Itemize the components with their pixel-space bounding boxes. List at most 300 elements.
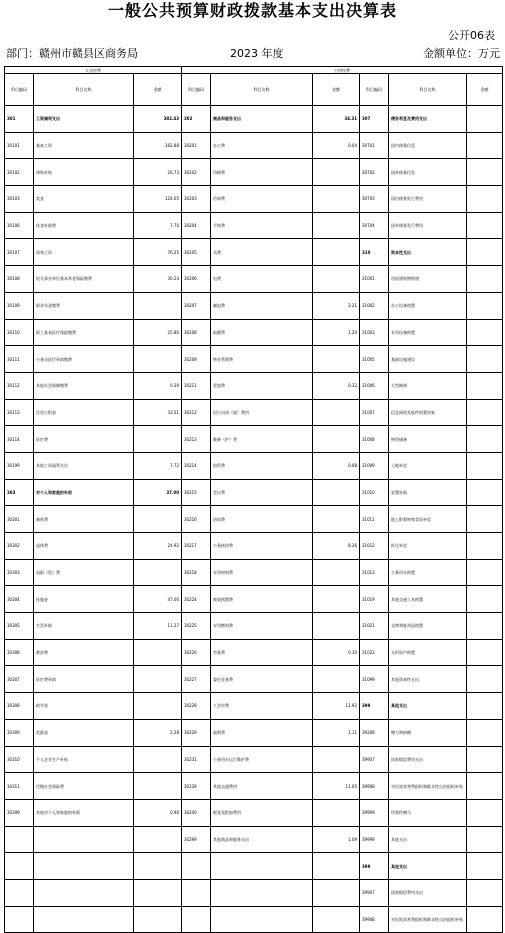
- code-cell: 30111: [5, 346, 34, 373]
- name-cell: 维修（护）费: [211, 426, 313, 453]
- code-cell: [5, 853, 34, 880]
- name-cell: 其他社会保障缴费: [34, 372, 134, 399]
- amount-cell: [313, 559, 360, 586]
- code-cell: 30303: [5, 559, 34, 586]
- amount-cell: 33.51: [134, 399, 182, 426]
- name-cell: 会议费: [211, 479, 313, 506]
- code-cell: 30307: [5, 666, 34, 693]
- table-row: [5, 666, 503, 693]
- name-cell: 安置补助: [389, 479, 467, 506]
- amount-cell: [134, 292, 182, 319]
- name-cell: 印刷费: [211, 159, 313, 186]
- amount-cell: [467, 773, 503, 800]
- amount-cell: [467, 212, 503, 239]
- code-cell: 30299: [182, 826, 211, 853]
- name-cell: 基础设施建设: [389, 346, 467, 373]
- name-cell: [34, 826, 134, 853]
- amount-cell: [467, 586, 503, 613]
- department-label: 部门：赣州市赣县区商务局: [6, 47, 138, 60]
- code-cell: 310: [360, 239, 389, 266]
- table-row: [5, 479, 503, 506]
- code-cell: 30305: [5, 613, 34, 640]
- code-cell: 30213: [182, 426, 211, 453]
- name-cell: 房屋建筑物购建: [389, 266, 467, 293]
- table-row: [5, 292, 503, 319]
- code-cell: 30227: [182, 666, 211, 693]
- code-cell: 30701: [360, 132, 389, 159]
- amount-cell: 0.39: [134, 372, 182, 399]
- code-cell: 30302: [5, 533, 34, 560]
- table-row: [5, 239, 503, 266]
- name-cell: 机关事业单位基本养老保险缴费: [34, 266, 134, 293]
- name-cell: 工会经费: [211, 693, 313, 720]
- form-tag: 公开06表: [448, 29, 495, 42]
- code-cell: 30113: [5, 399, 34, 426]
- table-row: [5, 879, 503, 906]
- table-row: [5, 853, 503, 880]
- code-cell: 31001: [360, 266, 389, 293]
- amount-cell: [313, 159, 360, 186]
- name-cell: 培训费: [211, 506, 313, 533]
- name-cell: 土地补偿: [389, 452, 467, 479]
- code-cell: 31002: [360, 292, 389, 319]
- amount-cell: [467, 506, 503, 533]
- amount-cell: [313, 853, 360, 880]
- table-row: [5, 693, 503, 720]
- amount-cell: [467, 292, 503, 319]
- code-cell: 30225: [182, 613, 211, 640]
- code-cell: 303: [5, 479, 34, 506]
- code-cell: 31021: [360, 613, 389, 640]
- name-cell: [34, 853, 134, 880]
- table-row: [5, 346, 503, 373]
- code-cell: 30311: [5, 773, 34, 800]
- name-cell: 退职（役）费: [34, 559, 134, 586]
- table-row: [5, 559, 503, 586]
- amount-cell: [313, 666, 360, 693]
- amount-cell: [134, 666, 182, 693]
- amount-cell: [467, 853, 503, 880]
- amount-cell: [467, 719, 503, 746]
- amount-cell: [467, 613, 503, 640]
- table-row: [5, 533, 503, 560]
- amount-cell: [313, 239, 360, 266]
- code-cell: 30231: [182, 746, 211, 773]
- amount-cell: [467, 266, 503, 293]
- amount-cell: [313, 346, 360, 373]
- code-cell: 31099: [360, 666, 389, 693]
- name-cell: 其他资本性支出: [389, 666, 467, 693]
- name-cell: 公务接待费: [211, 533, 313, 560]
- name-cell: 地上附着物和青苗补偿: [389, 506, 467, 533]
- name-cell: 电费: [211, 266, 313, 293]
- code-cell: 30201: [182, 132, 211, 159]
- name-cell: 无形资产购置: [389, 639, 467, 666]
- code-cell: 30103: [5, 186, 34, 213]
- code-cell: 30209: [182, 346, 211, 373]
- code-cell: [5, 906, 34, 933]
- amount-cell: [313, 906, 360, 933]
- name-cell: 国内债务付息: [389, 132, 467, 159]
- name-cell: 抚恤金: [34, 586, 134, 613]
- col-header: 科目名称: [34, 74, 134, 106]
- name-cell: 租赁费: [211, 452, 313, 479]
- name-cell: 奖金: [34, 186, 134, 213]
- amount-cell: [313, 613, 360, 640]
- table-row: [5, 266, 503, 293]
- page-title: 一般公共预算财政拨款基本支出决算表: [107, 1, 397, 20]
- table-row: [5, 586, 503, 613]
- amount-cell: [134, 559, 182, 586]
- amount-cell: [134, 853, 182, 880]
- name-cell: 因公出国（境）费用: [211, 399, 313, 426]
- table-row: [5, 773, 503, 800]
- group-header-public: 公用经费: [182, 67, 503, 74]
- table-row: [5, 106, 503, 133]
- amount-cell: [134, 639, 182, 666]
- amount-cell: 0.08: [313, 452, 360, 479]
- table-row: [5, 906, 503, 933]
- unit-label: 金额单位：万元: [423, 47, 500, 60]
- name-cell: 手续费: [211, 212, 313, 239]
- code-cell: 31003: [360, 319, 389, 346]
- name-cell: 公务用车运行维护费: [211, 746, 313, 773]
- code-cell: 399: [360, 853, 389, 880]
- amount-cell: 8.26: [313, 533, 360, 560]
- amount-cell: 11.05: [313, 773, 360, 800]
- name-cell: [211, 906, 313, 933]
- name-cell: 对个人和家庭的补助: [34, 479, 134, 506]
- amount-cell: 11.27: [134, 613, 182, 640]
- amount-cell: [134, 426, 182, 453]
- code-cell: 399: [360, 693, 389, 720]
- code-cell: 30214: [182, 452, 211, 479]
- code-cell: 30208: [182, 319, 211, 346]
- code-cell: 31008: [360, 426, 389, 453]
- name-cell: 奖励金: [34, 719, 134, 746]
- name-cell: 对民间非营利组织和群众性自治组织补贴: [389, 773, 467, 800]
- name-cell: 债务利息及费用支出: [389, 106, 467, 133]
- amount-cell: [467, 319, 503, 346]
- amount-cell: 47.00: [134, 586, 182, 613]
- code-cell: 30206: [182, 266, 211, 293]
- name-cell: 公务员医疗补助缴费: [34, 346, 134, 373]
- amount-cell: [467, 239, 503, 266]
- code-cell: 31007: [360, 399, 389, 426]
- name-cell: 职工基本医疗保险缴费: [34, 319, 134, 346]
- group-header-personnel: 人员经费: [5, 67, 182, 74]
- code-cell: 30309: [5, 719, 34, 746]
- name-cell: 国外债务发行费用: [389, 212, 467, 239]
- amount-cell: [467, 879, 503, 906]
- name-cell: 专用燃料费: [211, 613, 313, 640]
- amount-cell: [134, 746, 182, 773]
- name-cell: 邮电费: [211, 292, 313, 319]
- col-header: 金额: [467, 74, 503, 106]
- name-cell: 代缴社会保险费: [34, 773, 134, 800]
- name-cell: 公务用车购置: [389, 559, 467, 586]
- table-row: [5, 506, 503, 533]
- name-cell: 信息网络及软件购置更新: [389, 399, 467, 426]
- code-cell: 30112: [5, 372, 34, 399]
- amount-cell: 26.73: [134, 159, 182, 186]
- table-row: [5, 212, 503, 239]
- code-cell: 30207: [182, 292, 211, 319]
- amount-cell: [134, 773, 182, 800]
- name-cell: 物资储备: [389, 426, 467, 453]
- amount-cell: [467, 372, 503, 399]
- code-cell: 30229: [182, 719, 211, 746]
- expenditure-table: [4, 66, 503, 933]
- table-row: [5, 719, 503, 746]
- name-cell: 离休费: [34, 506, 134, 533]
- name-cell: 专用材料费: [211, 559, 313, 586]
- code-cell: 30304: [5, 586, 34, 613]
- code-cell: 30308: [5, 693, 34, 720]
- amount-cell: [467, 399, 503, 426]
- amount-cell: [467, 533, 503, 560]
- amount-cell: [313, 266, 360, 293]
- amount-cell: [313, 586, 360, 613]
- name-cell: 资本性支出: [389, 239, 467, 266]
- name-cell: 基本工资: [34, 132, 134, 159]
- code-cell: 31012: [360, 533, 389, 560]
- code-cell: [182, 879, 211, 906]
- code-cell: 30702: [360, 159, 389, 186]
- amount-cell: 1.11: [313, 719, 360, 746]
- amount-cell: [134, 826, 182, 853]
- amount-cell: 1.20: [313, 319, 360, 346]
- table-row: [5, 799, 503, 826]
- table-row: [5, 639, 503, 666]
- name-cell: [34, 879, 134, 906]
- name-cell: [34, 906, 134, 933]
- name-cell: 税金及附加费用: [211, 799, 313, 826]
- name-cell: 其他交通费用: [211, 773, 313, 800]
- name-cell: 职业年金缴费: [34, 292, 134, 319]
- amount-cell: 382.43: [134, 106, 182, 133]
- name-cell: 救济费: [34, 639, 134, 666]
- amount-cell: 7.70: [134, 212, 182, 239]
- code-cell: 30215: [182, 479, 211, 506]
- name-cell: 其他支出: [389, 693, 467, 720]
- group-header-row: [5, 67, 503, 74]
- amount-cell: 1.09: [313, 826, 360, 853]
- code-cell: 30110: [5, 319, 34, 346]
- table-row: [5, 159, 503, 186]
- table-row: [5, 826, 503, 853]
- amount-cell: [313, 479, 360, 506]
- name-cell: 国内债务发行费用: [389, 186, 467, 213]
- table-row: [5, 426, 503, 453]
- name-cell: 工资福利支出: [34, 106, 134, 133]
- amount-cell: [467, 479, 503, 506]
- code-cell: 30228: [182, 693, 211, 720]
- amount-cell: [467, 452, 503, 479]
- code-cell: 31010: [360, 479, 389, 506]
- amount-cell: 124.05: [134, 186, 182, 213]
- name-cell: 办公设备购置: [389, 292, 467, 319]
- name-cell: 经常性赠与: [389, 799, 467, 826]
- amount-cell: 7.72: [134, 452, 182, 479]
- name-cell: [211, 853, 313, 880]
- table-row: [5, 452, 503, 479]
- code-cell: [182, 906, 211, 933]
- name-cell: 办公费: [211, 132, 313, 159]
- amount-cell: [134, 506, 182, 533]
- name-cell: 医疗费补助: [34, 666, 134, 693]
- amount-cell: [467, 826, 503, 853]
- table-row: [5, 746, 503, 773]
- amount-cell: [134, 906, 182, 933]
- amount-cell: [467, 746, 503, 773]
- name-cell: 津贴补贴: [34, 159, 134, 186]
- name-cell: 个人农业生产补贴: [34, 746, 134, 773]
- name-cell: 咨询费: [211, 186, 313, 213]
- amount-cell: 30.24: [134, 266, 182, 293]
- code-cell: 31006: [360, 372, 389, 399]
- name-cell: 住房公积金: [34, 399, 134, 426]
- code-cell: 39908: [360, 906, 389, 933]
- amount-cell: 2.28: [134, 719, 182, 746]
- code-cell: 302: [182, 106, 211, 133]
- code-cell: 39909: [360, 799, 389, 826]
- name-cell: 取暖费: [211, 319, 313, 346]
- name-cell: 其他工资福利支出: [34, 452, 134, 479]
- table-row: [5, 399, 503, 426]
- amount-cell: [467, 346, 503, 373]
- amount-cell: [313, 426, 360, 453]
- code-cell: 30107: [5, 239, 34, 266]
- table-row: [5, 613, 503, 640]
- name-cell: 物业管理费: [211, 346, 313, 373]
- code-cell: 301: [5, 106, 34, 133]
- name-cell: 对民间非营利组织和群众性自治组织补贴: [389, 906, 467, 933]
- code-cell: 30239: [182, 773, 211, 800]
- code-cell: 30203: [182, 186, 211, 213]
- info-bar: [6, 46, 500, 62]
- amount-cell: [313, 399, 360, 426]
- code-cell: 30202: [182, 159, 211, 186]
- amount-cell: [467, 639, 503, 666]
- code-cell: [5, 879, 34, 906]
- amount-cell: [467, 559, 503, 586]
- col-header: 科目编码: [360, 74, 389, 106]
- code-cell: 31013: [360, 559, 389, 586]
- amount-cell: [467, 186, 503, 213]
- amount-cell: [467, 159, 503, 186]
- name-cell: 其他支出: [389, 853, 467, 880]
- code-cell: 30211: [182, 372, 211, 399]
- name-cell: 劳务费: [211, 639, 313, 666]
- amount-cell: 76.25: [134, 239, 182, 266]
- code-cell: 31011: [360, 506, 389, 533]
- code-cell: 30109: [5, 292, 34, 319]
- code-cell: 30226: [182, 639, 211, 666]
- code-cell: 30703: [360, 186, 389, 213]
- code-cell: 31019: [360, 586, 389, 613]
- amount-cell: 25.80: [134, 319, 182, 346]
- amount-cell: [467, 693, 503, 720]
- code-cell: 39206: [360, 719, 389, 746]
- code-cell: 30106: [5, 212, 34, 239]
- code-cell: 39907: [360, 879, 389, 906]
- code-cell: 31005: [360, 346, 389, 373]
- amount-cell: 37.00: [134, 479, 182, 506]
- amount-cell: [467, 799, 503, 826]
- name-cell: 助学金: [34, 693, 134, 720]
- code-cell: 30102: [5, 159, 34, 186]
- amount-cell: [313, 746, 360, 773]
- code-cell: 30217: [182, 533, 211, 560]
- code-cell: [182, 853, 211, 880]
- code-cell: 30204: [182, 212, 211, 239]
- name-cell: 医疗费: [34, 426, 134, 453]
- code-cell: 30199: [5, 452, 34, 479]
- code-cell: 30224: [182, 586, 211, 613]
- code-cell: 30399: [5, 799, 34, 826]
- name-cell: 其他交通工具购置: [389, 586, 467, 613]
- amount-cell: [313, 799, 360, 826]
- amount-cell: 34.31: [313, 106, 360, 133]
- amount-cell: 11.92: [313, 693, 360, 720]
- amount-cell: [313, 879, 360, 906]
- col-header: 金额: [134, 74, 182, 106]
- name-cell: 专用设备购置: [389, 319, 467, 346]
- name-cell: 退休费: [34, 533, 134, 560]
- amount-cell: [134, 879, 182, 906]
- name-cell: 其他商品和服务支出: [211, 826, 313, 853]
- code-cell: 30704: [360, 212, 389, 239]
- name-cell: 赠与和捐赠: [389, 719, 467, 746]
- code-cell: 31009: [360, 452, 389, 479]
- code-cell: [5, 826, 34, 853]
- code-cell: 30108: [5, 266, 34, 293]
- name-cell: 福利费: [211, 719, 313, 746]
- col-header: 金额: [313, 74, 360, 106]
- amount-cell: [467, 906, 503, 933]
- amount-cell: [134, 693, 182, 720]
- col-header: 科目编码: [5, 74, 34, 106]
- amount-cell: [134, 346, 182, 373]
- name-cell: 委托业务费: [211, 666, 313, 693]
- amount-cell: 24.92: [134, 533, 182, 560]
- col-header: 科目名称: [211, 74, 313, 106]
- name-cell: 商品和服务支出: [211, 106, 313, 133]
- name-cell: [211, 879, 313, 906]
- table-row: [5, 186, 503, 213]
- code-cell: 39908: [360, 773, 389, 800]
- year-label: 2023 年度: [230, 47, 284, 60]
- column-header-row: [5, 74, 503, 106]
- col-header: 科目编码: [182, 74, 211, 106]
- name-cell: 被装购置费: [211, 586, 313, 613]
- amount-cell: [313, 186, 360, 213]
- code-cell: 30216: [182, 506, 211, 533]
- name-cell: 生活补助: [34, 613, 134, 640]
- code-cell: 30101: [5, 132, 34, 159]
- name-cell: 其他对个人和家庭的补助: [34, 799, 134, 826]
- table-row: [5, 132, 503, 159]
- name-cell: 文物和陈列品购置: [389, 613, 467, 640]
- amount-cell: [313, 212, 360, 239]
- amount-cell: 2.21: [313, 292, 360, 319]
- name-cell: 国外债务付息: [389, 159, 467, 186]
- amount-cell: [467, 132, 503, 159]
- amount-cell: 0.90: [134, 799, 182, 826]
- name-cell: 水费: [211, 239, 313, 266]
- code-cell: 30205: [182, 239, 211, 266]
